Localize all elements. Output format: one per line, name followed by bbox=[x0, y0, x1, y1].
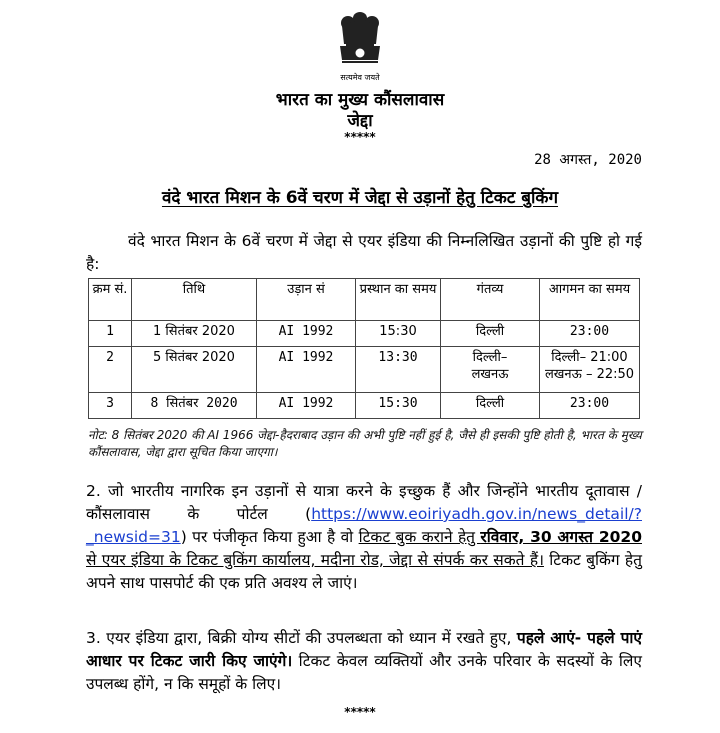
row-sno: 1 bbox=[89, 321, 132, 347]
office-city: जेद्दा bbox=[347, 111, 373, 131]
row-destination: दिल्ली– लखनऊ bbox=[441, 347, 540, 393]
office-name: भारत का मुख्य कौंसलावास bbox=[275, 90, 445, 110]
table-row bbox=[89, 347, 640, 393]
end-stars: ***** bbox=[344, 705, 376, 719]
header-arrival: आगमन का समय bbox=[540, 279, 640, 321]
para2-tail: टिकट बुकिंग हेतु अपने साथ पासपोर्ट की एक प्रति अवश्य ले जाएं। bbox=[86, 551, 642, 592]
row-date: 8 सितंबर 2020 bbox=[132, 393, 257, 419]
row-departure: 13:30 bbox=[356, 347, 441, 393]
row-flight: AI 1992 bbox=[257, 321, 356, 347]
intro-paragraph: वंदे भारत मिशन के 6वें चरण में जेद्दा से एयर इंडिया की निम्नलिखित उड़ानों की पुष्टि हो गई है: bbox=[86, 232, 642, 273]
paragraph-3 bbox=[86, 627, 642, 696]
table-row bbox=[89, 321, 640, 347]
header-sno: क्रम सं. bbox=[89, 279, 132, 321]
page-title: वंदे भारत मिशन के 6वें चरण में जेद्दा से उड़ानों हेतु टिकट बुकिंग bbox=[161, 188, 559, 208]
portal-link[interactable]: https://www.eoiriyadh.gov.in/news_detail/?_newsid=31 bbox=[86, 505, 642, 546]
row-sno: 3 bbox=[89, 393, 132, 419]
letter-date: 28 अगस्त, 2020 bbox=[534, 152, 642, 168]
flights-table bbox=[88, 278, 640, 419]
row-arrival: 23:00 bbox=[540, 393, 640, 419]
para2-underlined: टिकट बुक कराने हेतु bbox=[358, 528, 481, 546]
row-destination: दिल्ली bbox=[441, 321, 540, 347]
row-arrival: 23:00 bbox=[540, 321, 640, 347]
row-arrival-line: दिल्ली– 21:00 bbox=[551, 350, 628, 365]
row-flight: AI 1992 bbox=[257, 393, 356, 419]
para2-mid: ) पर पंजीकृत किया हुआ है वो bbox=[180, 528, 359, 546]
row-date: 5 सितंबर 2020 bbox=[132, 347, 257, 393]
row-destination: दिल्ली bbox=[441, 393, 540, 419]
paragraph-2 bbox=[86, 480, 642, 595]
row-arrival-line: लखनऊ – 22:50 bbox=[544, 367, 635, 382]
header-stars: ***** bbox=[344, 130, 376, 144]
row-departure: 15:30 bbox=[356, 321, 441, 347]
table-header-row bbox=[89, 279, 640, 321]
header-departure: प्रस्थान का समय bbox=[356, 279, 441, 321]
row-departure: 15:30 bbox=[356, 393, 441, 419]
emblem-motto: सत्यमेव जयते bbox=[340, 73, 380, 82]
table-note: नोट: 8 सितंबर 2020 की AI 1966 जेद्दा-हैदराबाद उड़ान की अभी पुष्टि नहीं हुई है, जैसे ही इसकी पुष्टि होती है, भारत के मुख्य कौंसलावास, जेद्दा द्वारा सूचित किया जाएगा। bbox=[88, 428, 642, 459]
row-sno: 2 bbox=[89, 347, 132, 393]
para2-lead: 2. जो भारतीय नागरिक इन उड़ानों से यात्रा करने के इच्छुक हैं और जिन्होंने भारतीय दूतावास / कौंसलावास के पोर्टल ( bbox=[86, 482, 642, 523]
para3-bold: पहले आएं- पहले पाएं आधार पर टिकट जारी किए जाएंगे। bbox=[86, 629, 642, 670]
para2-underlined-end: से एयर इंडिया के टिकट बुकिंग कार्यालय, मदीना रोड, जेद्दा से संपर्क कर सकते हैं। bbox=[86, 551, 544, 569]
header-flight: उड़ान सं bbox=[257, 279, 356, 321]
para3-tail: टिकट केवल व्यक्तियों और उनके परिवार के सदस्यों के लिए उपलब्ध होंगे, न कि समूहों के लिए। bbox=[86, 652, 642, 693]
header-date: तिथि bbox=[132, 279, 257, 321]
header-destination: गंतव्य bbox=[441, 279, 540, 321]
para2-date: रविवार, 30 अगस्त 2020 bbox=[480, 528, 642, 546]
table-row bbox=[89, 393, 640, 419]
para3-lead: 3. एयर इंडिया द्वारा, बिक्री योग्य सीटों की उपलब्धता को ध्यान में रखते हुए, bbox=[86, 629, 517, 647]
row-date: 1 सितंबर 2020 bbox=[132, 321, 257, 347]
row-flight: AI 1992 bbox=[257, 347, 356, 393]
row-arrival bbox=[540, 347, 640, 393]
